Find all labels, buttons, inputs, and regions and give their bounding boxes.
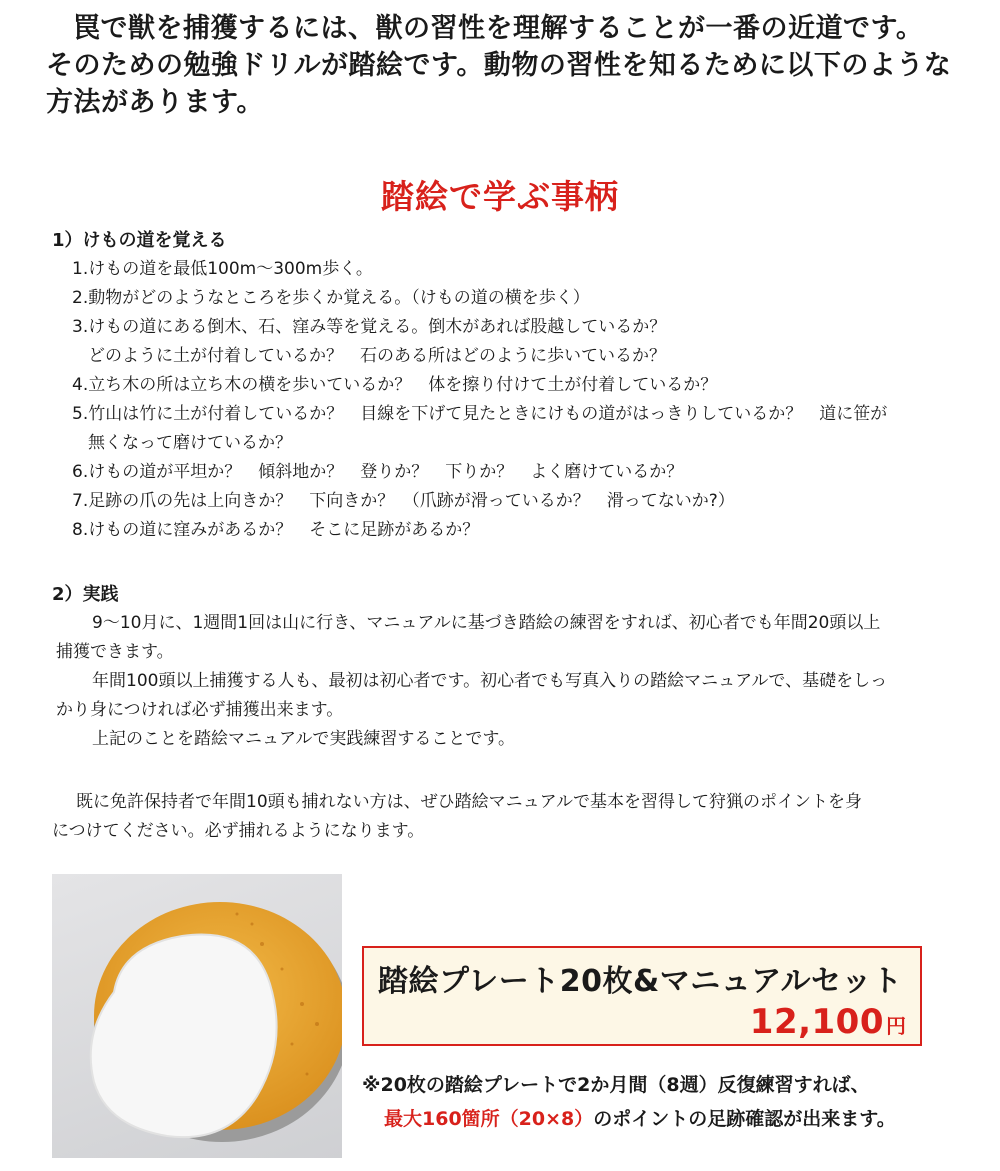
note-highlight: 最大160箇所（20×8） [384, 1108, 594, 1130]
practice-paragraph-2: 年間100頭以上捕獲する人も、最初は初心者です。初心者でも写真入りの踏絵マニュアルで、基礎をしっ [92, 671, 888, 691]
closing-paragraph [52, 788, 952, 846]
note-line-2-rest: のポイントの足跡確認が出来ます。 [593, 1108, 896, 1130]
practice-paragraph-2-cont: かり身につければ必ず捕獲出来ます。 [56, 700, 344, 720]
product-photo [52, 874, 342, 1158]
list-item: 4.立ち木の所は立ち木の横を歩いているか？ 体を擦り付けて土が付着しているか？ [72, 375, 718, 395]
list-item: 7.足跡の爪の先は上向きか？ 下向きか？ （爪跡が滑っているか？ 滑ってないか?） [72, 491, 735, 511]
list-item: 2.動物がどのようなところを歩くか覚える。（けもの道の横を歩く） [72, 288, 590, 308]
section-learn-trails [52, 226, 952, 545]
list-item: 6.けもの道が平坦か？ 傾斜地か？ 登りか？ 下りか？ よく磨けているか？ [72, 462, 684, 482]
list-item: 8.けもの道に窪みがあるか？ そこに足跡があるか？ [72, 520, 480, 540]
practice-paragraph-3: 上記のことを踏絵マニュアルで実践練習することです。 [92, 729, 515, 749]
closing-line-2: につけてください。必ず捕れるようになります。 [52, 821, 425, 841]
intro-text [46, 10, 966, 121]
list-item: 3.けもの道にある倒木、石、窪み等を覚える。倒木があれば股越しているか？ [72, 317, 667, 337]
section-heading: 踏絵で学ぶ事柄 [381, 177, 619, 216]
section-2-title: 2）実践 [52, 584, 119, 605]
intro-line-2: そのための勉強ドリルが踏絵です。動物の習性を知るために以下のような方法があります。 [46, 50, 952, 118]
intro-line-1: 罠で獣を捕獲するには、獣の習性を理解することが一番の近道です。 [73, 13, 924, 44]
section-1-title: 1）けもの道を覚える [52, 230, 227, 251]
closing-line-1: 既に免許保持者で年間10頭も捕れない方は、ぜひ踏絵マニュアルで基本を習得して狩猟のポイントを身 [76, 792, 862, 812]
section-practice [52, 580, 952, 754]
list-item: 1.けもの道を最低100m〜300m歩く。 [72, 259, 373, 279]
price-unit: 円 [886, 1014, 906, 1038]
list-item: 5.竹山は竹に土が付着しているか？ 目線を下げて見たときにけもの道がはっきりしているか？ 道に笹が [72, 404, 888, 424]
product-title: 踏絵プレート20枚&マニュアルセット [378, 964, 903, 999]
footprint-plates-image [52, 874, 342, 1158]
product-note [362, 1068, 982, 1136]
price-value: 12,100 [749, 1002, 884, 1042]
practice-paragraph-1-cont: 捕獲できます。 [56, 642, 174, 662]
practice-paragraph-1: 9〜10月に、1週間1回は山に行き、マニュアルに基づき踏絵の練習をすれば、初心者でも年間20頭以上 [92, 613, 881, 633]
product-offer-box [362, 946, 922, 1046]
note-line-2 [384, 1102, 982, 1136]
product-price [750, 1002, 906, 1042]
list-item: 無くなって磨けているか？ [88, 433, 292, 453]
list-item: どのように土が付着しているか？ 石のある所はどのように歩いているか？ [88, 346, 666, 366]
note-line-1: ※20枚の踏絵プレートで2か月間（8週）反復練習すれば、 [362, 1074, 870, 1096]
